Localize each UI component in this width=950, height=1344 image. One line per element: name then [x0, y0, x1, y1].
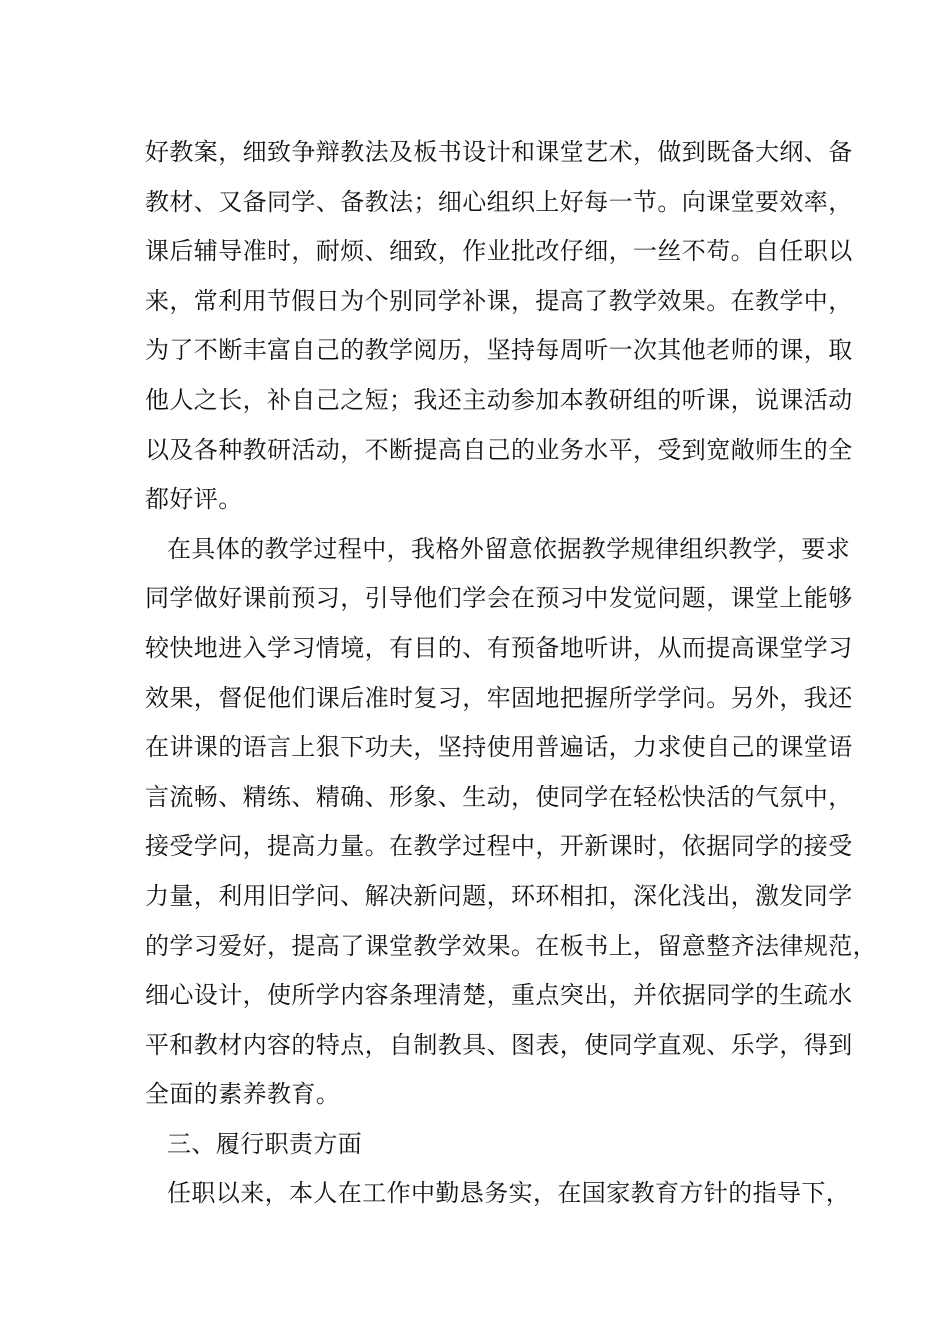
text-line: 力量，利用旧学问、解决新问题，环环相扣，深化浅出，激发同学	[145, 881, 853, 910]
text-line: 全面的素养教育。	[145, 1080, 341, 1109]
text-line: 细心设计，使所学内容条理清楚，重点突出，并依据同学的生疏水	[145, 981, 853, 1010]
text-line: 来，常利用节假日为个别同学补课，提高了教学效果。在教学中，	[145, 286, 853, 315]
text-line: 都好评。	[145, 485, 243, 514]
text-line: 以及各种教研活动，不断提高自己的业务水平，受到宽敞师生的全	[145, 435, 853, 464]
text-line: 教材、又备同学、备教法；细心组织上好每一节。向课堂要效率，	[145, 187, 853, 216]
text-line: 较快地进入学习情境，有目的、有预备地听讲，从而提高课堂学习	[145, 633, 853, 662]
paragraph-start-line: 任职以来，本人在工作中勤恳务实，在国家教育方针的指导下，	[167, 1179, 851, 1208]
text-line: 效果，督促他们课后准时复习，牢固地把握所学学问。另外，我还	[145, 683, 853, 712]
text-line: 在讲课的语言上狠下功夫，坚持使用普遍话，力求使自己的课堂语	[145, 733, 853, 762]
text-line: 他人之长，补自己之短；我还主动参加本教研组的听课，说课活动	[145, 385, 853, 414]
text-line: 课后辅导准时，耐烦、细致，作业批改仔细，一丝不苟。自任职以	[145, 237, 853, 266]
paragraph-start-line: 在具体的教学过程中，我格外留意依据教学规律组织教学，要求	[167, 534, 851, 563]
section-heading: 三、履行职责方面	[167, 1129, 363, 1158]
text-line: 的学习爱好，提高了课堂教学效果。在板书上，留意整齐法律规范，	[145, 931, 877, 960]
text-line: 同学做好课前预习，引导他们学会在预习中发觉问题，课堂上能够	[145, 584, 853, 613]
body-text	[145, 128, 877, 1219]
text-line: 言流畅、精练、精确、形象、生动，使同学在轻松快活的气氛中，	[145, 782, 853, 811]
text-line: 平和教材内容的特点，自制教具、图表，使同学直观、乐学，得到	[145, 1030, 853, 1059]
text-line: 好教案，细致争辩教法及板书设计和课堂艺术，做到既备大纲、备	[145, 138, 853, 166]
text-line: 接受学问，提高力量。在教学过程中，开新课时，依据同学的接受	[145, 832, 853, 861]
text-line: 为了不断丰富自己的教学阅历，坚持每周听一次其他老师的课，取	[145, 336, 853, 365]
